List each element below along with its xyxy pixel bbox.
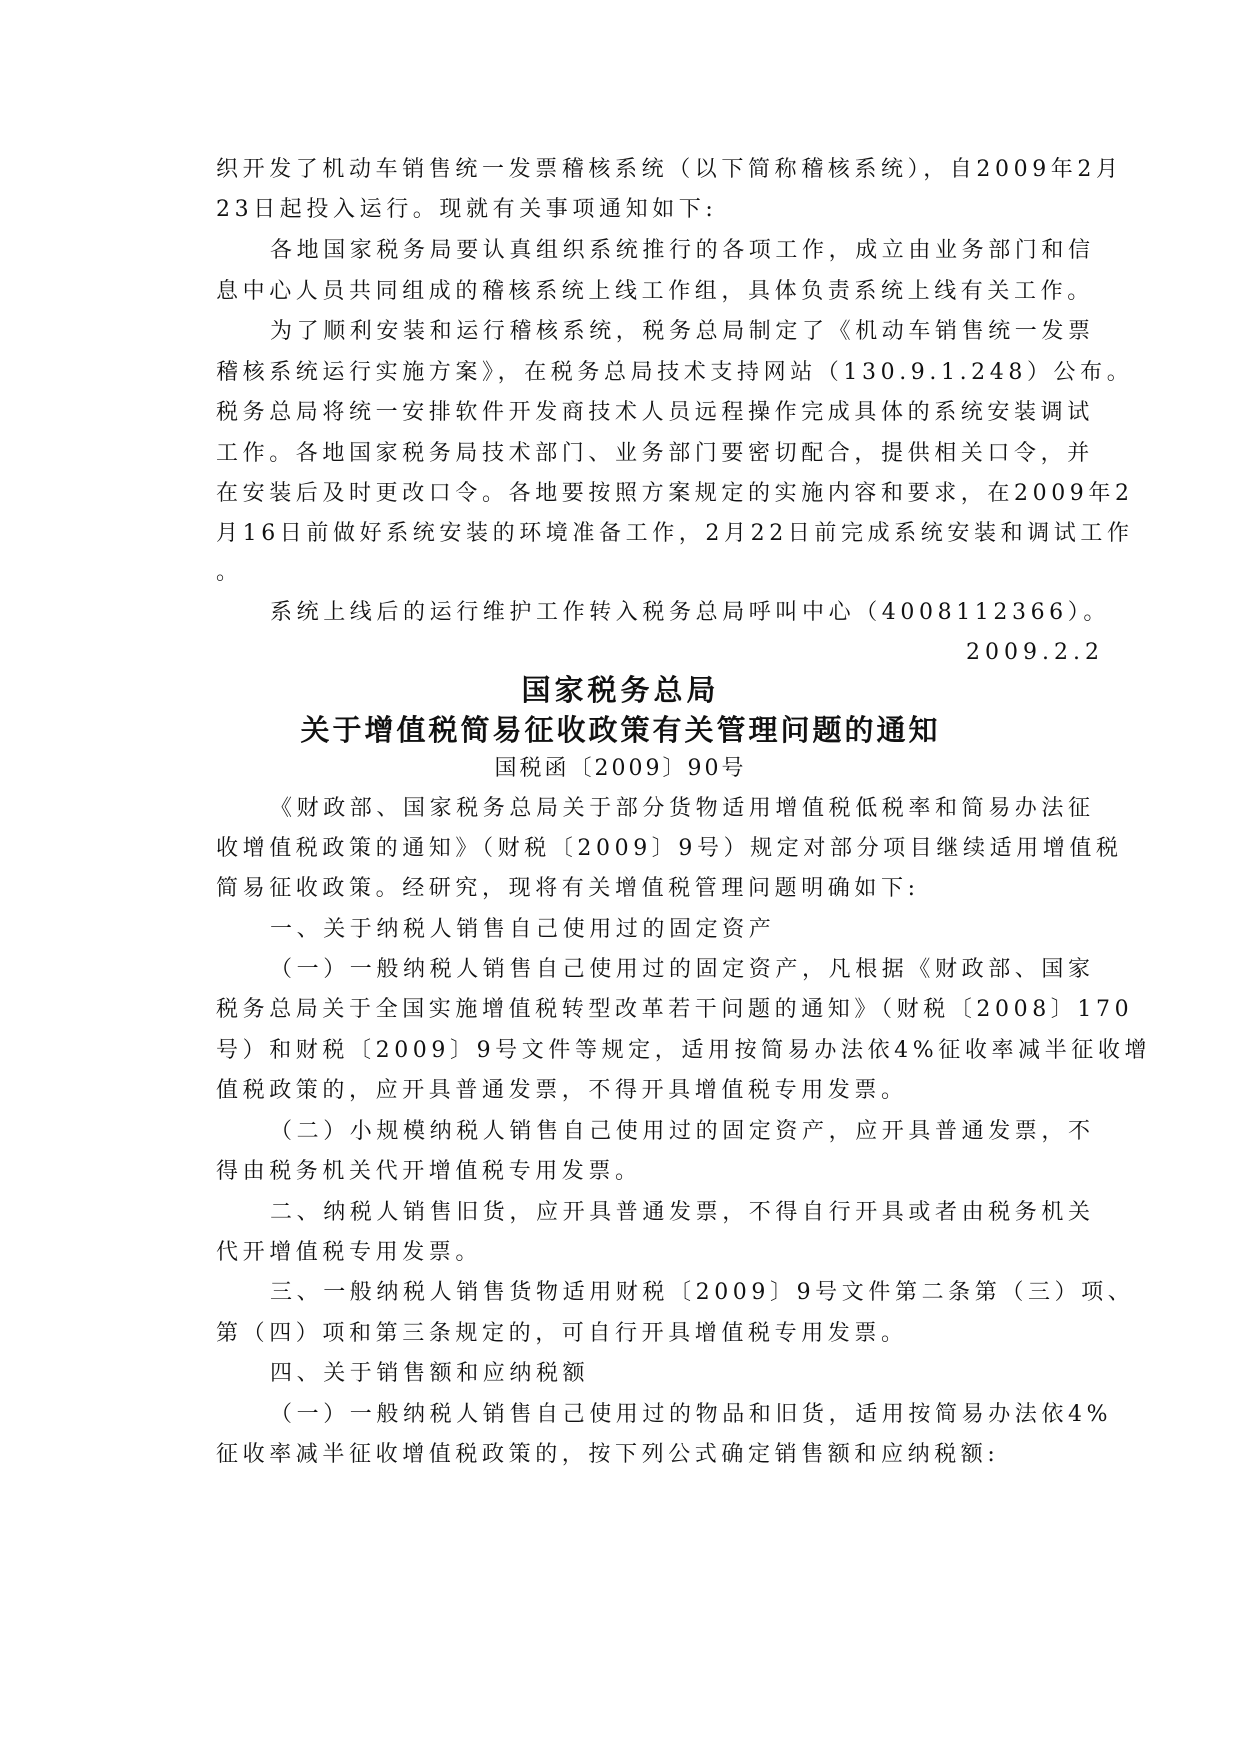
line: 征收率减半征收增值税政策的，按下列公式确定销售额和应纳税额: (216, 1442, 1000, 1467)
line: 号）和财税〔2009〕9号文件等规定，适用按简易办法依4%征收率减半征收增 (216, 1038, 1152, 1063)
line: 第（四）项和第三条规定的，可自行开具增值税专用发票。 (216, 1321, 908, 1346)
line: 稽核系统运行实施方案》，在税务总局技术支持网站（130.9.1.248）公布。 (216, 360, 1134, 385)
line: （一）一般纳税人销售自己使用过的物品和旧货，适用按简易办法依4% (270, 1402, 1113, 1427)
line: 税务总局将统一安排软件开发商技术人员远程操作完成具体的系统安装调试 (216, 400, 1094, 425)
line: 系统上线后的运行维护工作转入税务总局呼叫中心（4008112366）。 (270, 600, 1110, 625)
line: （一）一般纳税人销售自己使用过的固定资产，凡根据《财政部、国家 (270, 957, 1095, 982)
line: 代开增值税专用发票。 (216, 1240, 483, 1265)
notice-title-line1: 国家税务总局 (521, 673, 720, 707)
line: 简易征收政策。经研究，现将有关增值税管理问题明确如下: (216, 876, 920, 901)
line: （二）小规模纳税人销售自己使用过的固定资产，应开具普通发票，不 (270, 1119, 1095, 1144)
line: 《财政部、国家税务总局关于部分货物适用增值税低税率和简易办法征 (270, 796, 1095, 821)
line: 得由税务机关代开增值税专用发票。 (216, 1159, 642, 1184)
line: 。 (216, 560, 243, 585)
line: 三、一般纳税人销售货物适用财税〔2009〕9号文件第二条第（三）项、 (270, 1280, 1135, 1305)
doc-number: 国税函〔2009〕90号 (494, 756, 747, 781)
line: 税务总局关于全国实施增值税转型改革若干问题的通知》（财税〔2008〕170 (216, 997, 1134, 1022)
line: 工作。各地国家税务局技术部门、业务部门要密切配合，提供相关口令，并 (216, 441, 1094, 466)
notice-title-line2: 关于增值税简易征收政策有关管理问题的通知 (300, 713, 941, 747)
line: 息中心人员共同组成的稽核系统上线工作组，具体负责系统上线有关工作。 (216, 279, 1094, 304)
line: 织开发了机动车销售统一发票稽核系统（以下简称稽核系统），自2009年2月 (216, 157, 1123, 182)
line: 各地国家税务局要认真组织系统推行的各项工作，成立由业务部门和信 (270, 238, 1095, 263)
line: 一、关于纳税人销售自己使用过的固定资产 (270, 917, 776, 942)
line: 月16日前做好系统安装的环境准备工作，2月22日前完成系统安装和调试工作 (216, 521, 1134, 546)
line: 在安装后及时更改口令。各地要按照方案规定的实施内容和要求，在2009年2 (216, 481, 1134, 506)
line: 值税政策的，应开具普通发票，不得开具增值税专用发票。 (216, 1078, 908, 1103)
line: 为了顺利安装和运行稽核系统，税务总局制定了《机动车销售统一发票 (270, 319, 1095, 344)
line: 四、关于销售额和应纳税额 (270, 1361, 590, 1386)
line: 23日起投入运行。现就有关事项通知如下: (216, 197, 718, 222)
line: 二、纳税人销售旧货，应开具普通发票，不得自行开具或者由税务机关 (270, 1200, 1095, 1225)
line: 收增值税政策的通知》（财税〔2009〕9号）规定对部分项目继续适用增值税 (216, 836, 1123, 861)
date: 2009.2.2 (966, 640, 1104, 665)
